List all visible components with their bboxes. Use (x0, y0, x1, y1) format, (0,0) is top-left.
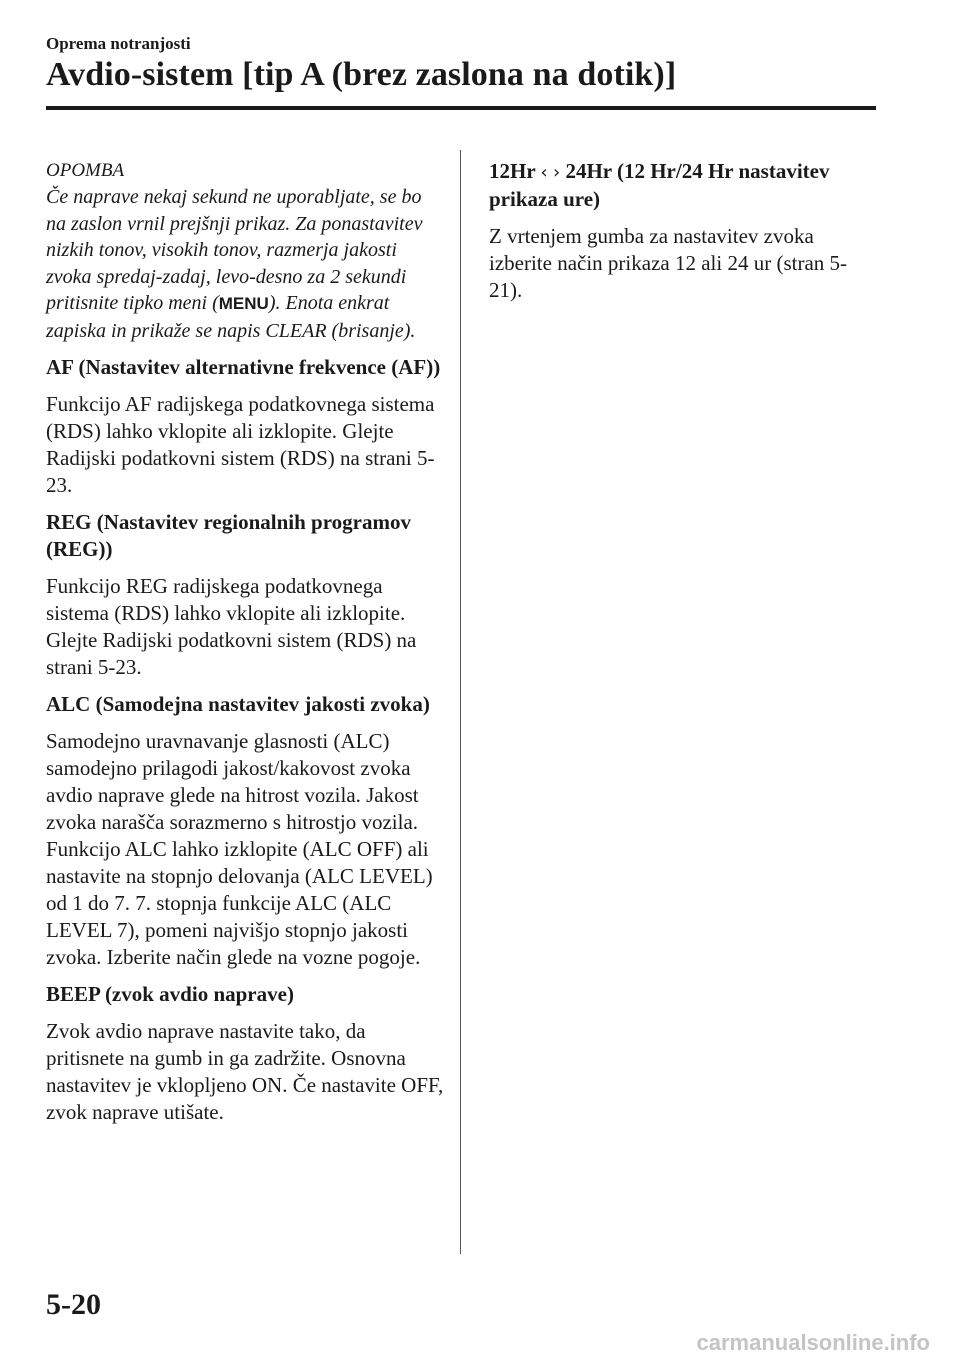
section-body: Z vrtenjem gumba za nastavitev zvoka izberite način prikaza 12 ali 24 ur (stran 5-21). (489, 224, 848, 302)
header-rule (46, 106, 876, 110)
chevron-left-icon: ‹ (540, 162, 548, 183)
section-heading: BEEP (zvok avdio naprave) (46, 982, 294, 1006)
section-body: Samodejno uravnavanje glasnosti (ALC) samodejno prilagodi jakost/kakovost zvoka avdio naprave glede na hitrost vozila. Jakost zvoka narašča sorazmerno s hitrostjo vozila. Funkcijo ALC lahko izklopite (ALC OFF) ali nastavite na stopnjo delovanja (ALC LEVEL) od 1 do 7. 7. stopnja funkcije ALC (ALC LEVEL 7), pomeni najvišjo stopnjo jakosti zvoka. Izberite način glede na vozne pogoje. (46, 729, 433, 969)
section-af (46, 354, 446, 499)
note-title: OPOMBA (46, 160, 125, 181)
page-number: 5-20 (46, 1288, 101, 1321)
page-title: Avdio-sistem [tip A (brez zaslona na dotik)] (46, 56, 677, 93)
left-column (46, 158, 446, 1136)
note-block (46, 158, 446, 344)
column-divider (460, 150, 461, 1254)
section-body: Funkcijo AF radijskega podatkovnega sistema (RDS) lahko vklopite ali izklopite. Glejte Radijski podatkovni sistem (RDS) na strani 5-23. (46, 392, 435, 497)
section-heading: ALC (Samodejna nastavitev jakosti zvoka) (46, 692, 430, 716)
note-text-before: Če naprave nekaj sekund ne uporabljate, se bo na zaslon vrnil prejšnji prikaz. Za ponastavitev nizkih tonov, visokih tonov, razmerja jakosti zvoka spredaj-zadaj, levo-desno za 2 sekundi pritisnite tipko meni ( (46, 186, 423, 314)
right-column (489, 158, 879, 314)
section-reg (46, 509, 446, 681)
section-label: Oprema notranjosti (46, 34, 191, 53)
chevron-right-icon: › (552, 162, 561, 183)
note-text-after: ). Enota enkrat zapiska in prikaže se napis CLEAR (brisanje). (46, 292, 416, 342)
note-text (46, 184, 446, 344)
section-beep (46, 981, 446, 1126)
section-body: Funkcijo REG radijskega podatkovnega sistema (RDS) lahko vklopite ali izklopite. Glejte Radijski podatkovni sistem (RDS) na strani 5-23. (46, 574, 417, 679)
menu-key-icon: MENU (218, 294, 269, 313)
section-heading (489, 158, 879, 213)
section-12hr-24hr (489, 158, 879, 304)
section-heading: AF (Nastavitev alternativne frekvence (AF)) (46, 355, 441, 379)
section-alc (46, 691, 446, 971)
heading-start: 12Hr (489, 159, 536, 183)
watermark: carmanualsonline.info (696, 1330, 930, 1355)
section-body: Zvok avdio naprave nastavite tako, da pritisnete na gumb in ga zadržite. Osnovna nastavitev je vklopljeno ON. Če nastavite OFF, zvok naprave utišate. (46, 1019, 444, 1124)
section-heading: REG (Nastavitev regionalnih programov (REG)) (46, 510, 411, 561)
heading-end: 24Hr (12 Hr/24 Hr nastavitev prikaza ure) (489, 159, 830, 211)
